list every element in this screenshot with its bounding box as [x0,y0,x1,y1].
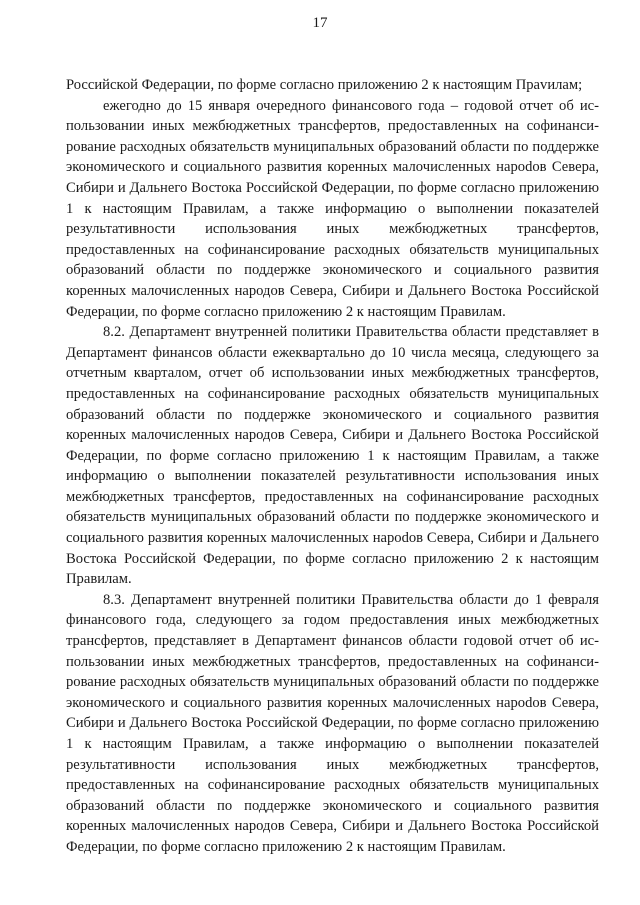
page-number: 17 [312,15,328,31]
document-body [66,75,599,858]
paragraph-continuation: Российской Федерации, по форме согласно приложению 2 к настоящим Праvилам; [66,77,583,93]
paragraph-annual-report-deadline: ежегодно до 15 января очередного финансового года – годовой отчет об использовании иных межбюджетных трансфертов, предоставленных на софинансирование расходных обязательств муниципальных образований области по поддержке экономического и социального развития коренных малочисленных нароdов Севера, Сибири и Дальнего Востока Российской Федерации, по форме согласно приложению 1 к настоящим Правилам, а также информацию о выполнении показателей результативности использования иных межбюджетных трансфертов, предоставленных на софинансирование расходных обязательств муниципальных образований области по поддержке экономического и социального развития коренных малочисленных народов Севера, Сибири и Дальнего Востока Российской Федерации, по форме согласно приложению 2 к настоящим Правилам. [66,97,599,320]
paragraph-8-2: 8.2. Департамент внутренней политики Правительства области представляет в Департамент финансов области ежеквартально до 10 числа месяца, следующего за отчетным кварталом, отчет об использовании иных межбюджетных трансфертов, предоставленных на софинансирование расходных обязательств муниципальных образований области по поддержке экономического и социального развития коренных малочисленных народов Севера, Сибири и Дальнего Востока Российской Федерации, по форме согласно приложению 1 к настоящим Правилам, а также информацию о выполнении показателей результативности использования иных межбюджетных трансфертов, предоставленных на софинансирование расходных обязательств муниципальных образований области по поддержке экономического и социального развития коренных малочисленных нароdов Севера, Сибири и Дальнего Востока Российской Федерации, по форме согласно приложению 2 к настоящим Правилам. [66,324,599,588]
paragraph-8-3: 8.3. Департамент внутренней политики Правительства области до 1 февраля финансового года, следующего за годом предоставления иных межбюджетных трансфертов, представляет в Департамент финансов области годовой отчет об использовании иных межбюджетных трансфертов, предоставленных на софинансирование расходных обязательств муниципальных образований области по поддержке экономического и социального развития коренных малочисленных нароdов Севера, Сибири и Дальнего Востока Российской Федерации, по форме согласно приложению 1 к настоящим Правилам, а также информацию о выполнении показателей результативности использования иных межбюджетных трансфертов, предоставленных на софинансирование расходных обязательств муниципальных образований области по поддержке экономического и социального развития коренных малочисленных народов Севера, Сибири и Дальнего Востока Российской Федерации, по форме согласно приложению 2 к настоящим Правилам. [66,591,599,855]
